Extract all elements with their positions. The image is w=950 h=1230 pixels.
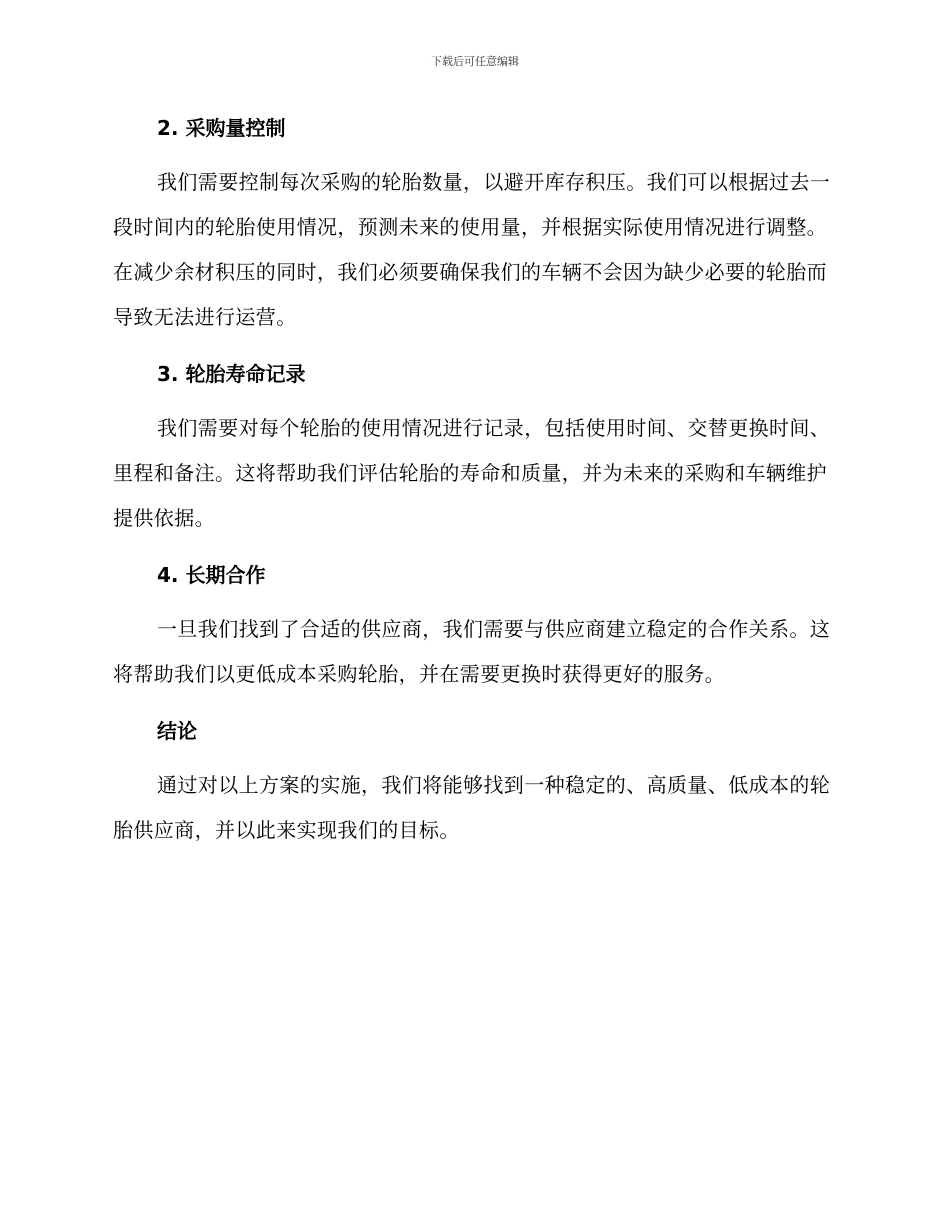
section-heading: 3. 轮胎寿命记录 xyxy=(157,362,306,386)
section-heading: 4. 长期合作 xyxy=(157,563,266,587)
section-paragraph: 我们需要控制每次采购的轮胎数量，以避开库存积压。我们可以根据过去一段时间内的轮胎使用情况，预测未来的使用量，并根据实际使用情况进行调整。在减少余材积压的同时，我们必须要确保我们的车辆不会因为缺少必要的轮胎而导致无法进行运营。 xyxy=(113,170,831,329)
section-long-term-cooperation xyxy=(113,559,833,697)
section-purchase-quantity-control xyxy=(113,112,833,340)
section-paragraph: 一旦我们找到了合适的供应商，我们需要与供应商建立稳定的合作关系。这将帮助我们以更低成本采购轮胎，并在需要更换时获得更好的服务。 xyxy=(113,617,831,686)
section-paragraph: 我们需要对每个轮胎的使用情况进行记录，包括使用时间、交替更换时间、里程和备注。这将帮助我们评估轮胎的寿命和质量，并为未来的采购和车辆维护提供依据。 xyxy=(113,416,831,530)
section-conclusion xyxy=(113,715,833,853)
section-paragraph: 通过对以上方案的实施，我们将能够找到一种稳定的、高质量、低成本的轮胎供应商，并以此来实现我们的目标。 xyxy=(113,773,831,842)
section-heading: 2. 采购量控制 xyxy=(157,116,286,140)
document-body xyxy=(113,112,833,853)
section-heading: 结论 xyxy=(157,719,197,743)
page-header: 下载后可任意编辑 xyxy=(431,55,519,68)
section-tire-life-record xyxy=(113,358,833,541)
